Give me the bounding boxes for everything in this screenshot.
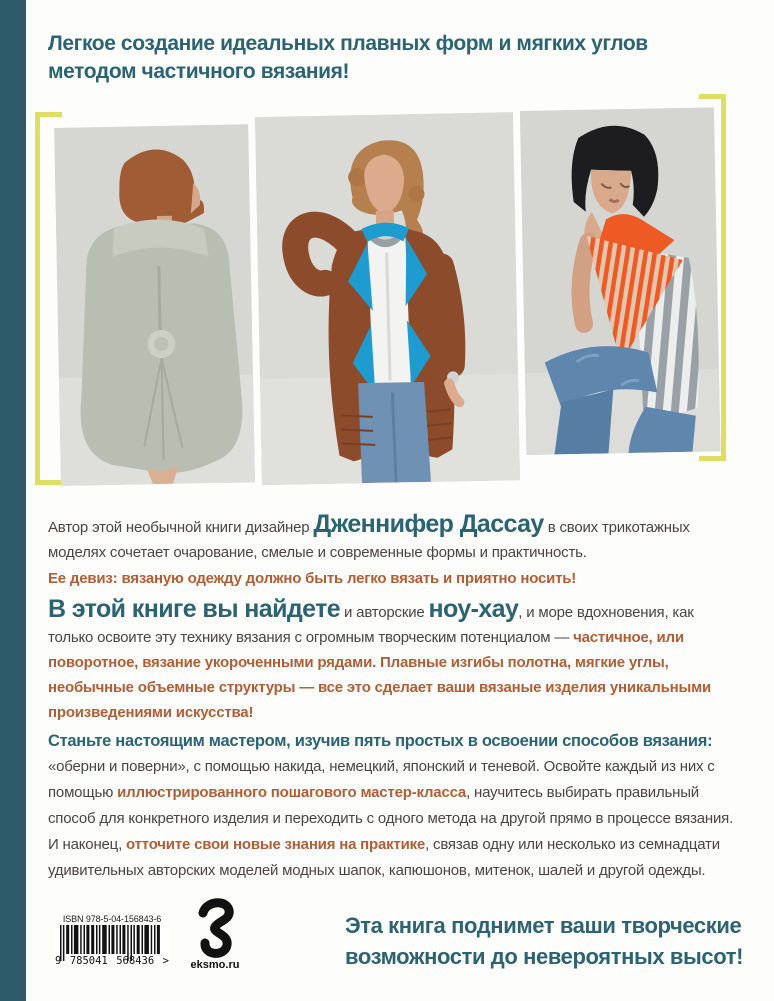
promo-line-1: Эта книга поднимет ваши творческие [345, 913, 742, 938]
text-segment: Автор этой необычной книги дизайнер [48, 519, 314, 536]
left-spine-band [0, 0, 26, 1001]
text-segment: и авторские [340, 604, 429, 621]
text-segment: Станьте настоящим мастером, изучив пять простых в освоении способов вязания: [48, 732, 713, 750]
barcode-group1: 785041 [69, 955, 108, 967]
text-segment: в своих трикотажных моделях сочетает очарование, смелые и современные формы и практичность. [48, 519, 690, 561]
barcode-block [55, 914, 169, 967]
promo-line-2: возможности до невероятных высот! [345, 944, 744, 969]
cover-tagline: Легкое создание идеальных плавных форм и мягких углов методом частичного вязания! [48, 32, 648, 83]
text-segment: , и море вдохновения, как только освоите эту технику вязания с огромным творческим потенциалом — [48, 604, 694, 646]
text-segment: , связав одну или несколько из семнадцати удивительных авторских моделей модных шапок, капюшонов, митенок, шалей и другой одежды. [48, 836, 720, 879]
footer-row [0, 896, 774, 986]
photo-1-illustration [54, 124, 255, 486]
photo-gray-cardigan-back [54, 124, 255, 486]
photo-3-illustration [520, 107, 721, 455]
isbn-label: ISBN 978-5-04-156843-6 [62, 914, 162, 924]
promo-text [345, 910, 755, 972]
text-segment: отточите свои новые знания на практике [126, 836, 426, 853]
barcode-arrow: > [162, 955, 169, 967]
text-segment: В этой книге вы найдете [48, 595, 341, 623]
motto-line: Ее девиз: вязаную одежду должно быть легко вязать и приятно носить! [48, 570, 577, 587]
text-segment: «оберни и поверни», с помощью накида, немецкий, японский и теневой. Освойте каждый из них с помощью [48, 758, 715, 801]
text-segment: ноу-хау [428, 595, 519, 623]
text-segment: Дженнифер Дассау [313, 510, 544, 538]
paragraph-book-contents [48, 597, 740, 725]
text-segment: частичное, или поворотное, вязание укороченными рядами. Плавные изгибы полотна, мягкие углы, необычные объемные структуры — все это сделает ваши вязаные изделия уникальными произведениями искусства! [48, 629, 712, 721]
barcode-group2: 568436 [116, 955, 155, 967]
photo-2-illustration [255, 112, 520, 485]
paragraph-author-text [48, 512, 740, 565]
photo-brown-cardigan [255, 112, 520, 485]
text-segment: иллюстрированного пошагового мастер-класса [117, 784, 467, 801]
barcode-digit-first: 9 [55, 955, 62, 967]
photo-strip [54, 107, 721, 492]
eksmo-logo-icon [193, 898, 237, 958]
paragraph-mastery [48, 728, 740, 884]
publisher-block [186, 898, 244, 971]
text-segment: , научитесь выбирать правильный способ для конкретного изделия и переходить с одного метода на другой прямо в процессе вязания. И наконец, [48, 784, 734, 853]
photo-orange-shawl [520, 107, 721, 455]
publisher-url: eksmo.ru [190, 959, 240, 971]
paragraph-author [48, 512, 740, 591]
